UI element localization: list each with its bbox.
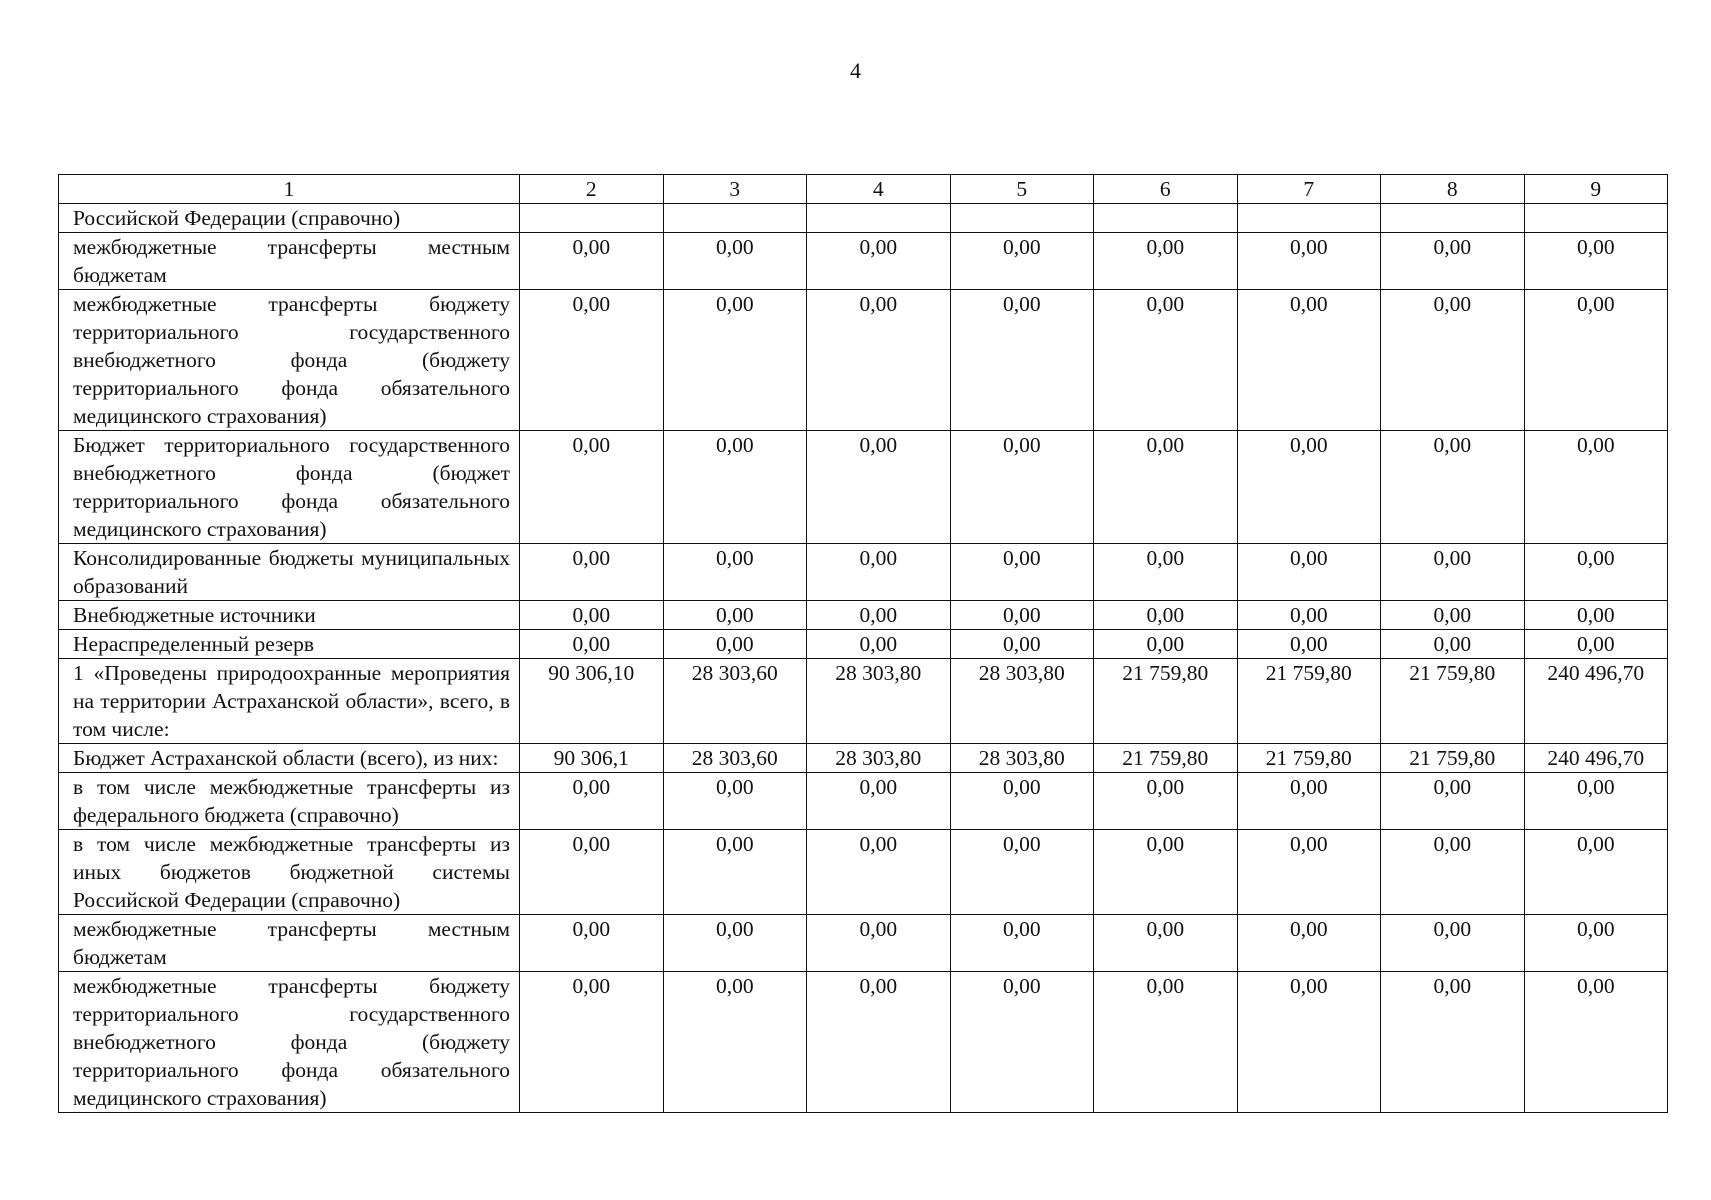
value-cell-col-3: 0,00 xyxy=(663,290,807,431)
value-cell-col-4: 0,00 xyxy=(807,773,951,830)
value-cell-col-3: 0,00 xyxy=(663,830,807,915)
value-cell-col-4: 0,00 xyxy=(807,830,951,915)
row-label: Бюджет Астраханской области (всего), из них: xyxy=(59,744,520,773)
value-cell-col-9: 0,00 xyxy=(1524,915,1668,972)
value-cell-col-3: 28 303,60 xyxy=(663,659,807,744)
value-cell-col-6: 0,00 xyxy=(1094,601,1238,630)
value-cell-col-6: 0,00 xyxy=(1094,544,1238,601)
value-cell-col-8: 0,00 xyxy=(1381,830,1525,915)
row-label: Нераспределенный резерв xyxy=(59,630,520,659)
value-cell-col-3: 0,00 xyxy=(663,544,807,601)
value-cell-col-5: 0,00 xyxy=(950,830,1094,915)
value-cell-col-9: 0,00 xyxy=(1524,773,1668,830)
row-label: межбюджетные трансферты местным бюджетам xyxy=(59,233,520,290)
value-cell-col-5: 0,00 xyxy=(950,773,1094,830)
value-cell-col-2: 0,00 xyxy=(520,915,664,972)
header-cell-col-9: 9 xyxy=(1524,175,1668,204)
table-header xyxy=(59,175,1668,204)
value-cell-col-3: 0,00 xyxy=(663,233,807,290)
value-cell-col-2: 0,00 xyxy=(520,233,664,290)
value-cell-col-2: 0,00 xyxy=(520,972,664,1113)
value-cell-col-3: 0,00 xyxy=(663,915,807,972)
value-cell-col-5: 0,00 xyxy=(950,972,1094,1113)
value-cell-col-6: 0,00 xyxy=(1094,830,1238,915)
value-cell-col-9: 0,00 xyxy=(1524,830,1668,915)
value-cell-col-4: 0,00 xyxy=(807,601,951,630)
value-cell-col-6: 0,00 xyxy=(1094,290,1238,431)
value-cell-col-5: 0,00 xyxy=(950,233,1094,290)
value-cell-col-5: 0,00 xyxy=(950,431,1094,544)
value-cell-col-9: 240 496,70 xyxy=(1524,659,1668,744)
value-cell-col-9: 0,00 xyxy=(1524,233,1668,290)
value-cell-col-5: 0,00 xyxy=(950,601,1094,630)
value-cell-col-4: 0,00 xyxy=(807,630,951,659)
value-cell-col-5 xyxy=(950,204,1094,233)
value-cell-col-7: 0,00 xyxy=(1237,431,1381,544)
row-label: в том числе межбюджетные трансферты из федерального бюджета (справочно) xyxy=(59,773,520,830)
value-cell-col-5: 0,00 xyxy=(950,544,1094,601)
value-cell-col-6: 0,00 xyxy=(1094,630,1238,659)
value-cell-col-2: 0,00 xyxy=(520,544,664,601)
header-row xyxy=(59,175,1668,204)
value-cell-col-7 xyxy=(1237,204,1381,233)
row-label: в том числе межбюджетные трансферты из иных бюджетов бюджетной системы Российской Федерации (справочно) xyxy=(59,830,520,915)
value-cell-col-4 xyxy=(807,204,951,233)
table-row xyxy=(59,544,1668,601)
table-row xyxy=(59,830,1668,915)
value-cell-col-8: 0,00 xyxy=(1381,544,1525,601)
row-label: 1 «Проведены природоохранные мероприятия на территории Астраханской области», всего, в том числе: xyxy=(59,659,520,744)
table-row xyxy=(59,773,1668,830)
header-cell-col-5: 5 xyxy=(950,175,1094,204)
value-cell-col-7: 0,00 xyxy=(1237,233,1381,290)
row-label: Российской Федерации (справочно) xyxy=(59,204,520,233)
page-number: 4 xyxy=(850,58,861,83)
value-cell-col-4: 0,00 xyxy=(807,290,951,431)
value-cell-col-6: 21 759,80 xyxy=(1094,744,1238,773)
value-cell-col-2: 0,00 xyxy=(520,773,664,830)
value-cell-col-9: 0,00 xyxy=(1524,431,1668,544)
row-label: межбюджетные трансферты бюджету территориального государственного внебюджетного фонда (бюджету территориального фонда обязательного медицинского страхования) xyxy=(59,290,520,431)
value-cell-col-7: 21 759,80 xyxy=(1237,659,1381,744)
value-cell-col-3: 28 303,60 xyxy=(663,744,807,773)
value-cell-col-9: 0,00 xyxy=(1524,630,1668,659)
table-row xyxy=(59,972,1668,1113)
header-cell-col-2: 2 xyxy=(520,175,664,204)
value-cell-col-4: 0,00 xyxy=(807,233,951,290)
value-cell-col-8: 0,00 xyxy=(1381,630,1525,659)
value-cell-col-7: 0,00 xyxy=(1237,773,1381,830)
value-cell-col-6: 0,00 xyxy=(1094,972,1238,1113)
row-label: Бюджет территориального государственного внебюджетного фонда (бюджет территориального фонда обязательного медицинского страхования) xyxy=(59,431,520,544)
value-cell-col-9: 0,00 xyxy=(1524,972,1668,1113)
value-cell-col-9: 0,00 xyxy=(1524,544,1668,601)
header-cell-col-3: 3 xyxy=(663,175,807,204)
value-cell-col-6: 0,00 xyxy=(1094,773,1238,830)
value-cell-col-9 xyxy=(1524,204,1668,233)
value-cell-col-5: 0,00 xyxy=(950,915,1094,972)
value-cell-col-9: 240 496,70 xyxy=(1524,744,1668,773)
value-cell-col-6: 0,00 xyxy=(1094,431,1238,544)
row-label: межбюджетные трансферты местным бюджетам xyxy=(59,915,520,972)
row-label: Внебюджетные источники xyxy=(59,601,520,630)
table-row xyxy=(59,744,1668,773)
value-cell-col-4: 0,00 xyxy=(807,915,951,972)
value-cell-col-3: 0,00 xyxy=(663,431,807,544)
header-cell-col-6: 6 xyxy=(1094,175,1238,204)
value-cell-col-2: 0,00 xyxy=(520,830,664,915)
value-cell-col-4: 0,00 xyxy=(807,544,951,601)
value-cell-col-7: 0,00 xyxy=(1237,544,1381,601)
value-cell-col-7: 0,00 xyxy=(1237,601,1381,630)
value-cell-col-8: 0,00 xyxy=(1381,915,1525,972)
value-cell-col-8: 21 759,80 xyxy=(1381,744,1525,773)
table-body xyxy=(59,204,1668,1113)
value-cell-col-2: 0,00 xyxy=(520,431,664,544)
value-cell-col-3: 0,00 xyxy=(663,773,807,830)
value-cell-col-7: 0,00 xyxy=(1237,830,1381,915)
value-cell-col-8: 0,00 xyxy=(1381,972,1525,1113)
value-cell-col-4: 0,00 xyxy=(807,972,951,1113)
value-cell-col-3: 0,00 xyxy=(663,601,807,630)
value-cell-col-7: 0,00 xyxy=(1237,972,1381,1113)
value-cell-col-8: 0,00 xyxy=(1381,290,1525,431)
value-cell-col-7: 0,00 xyxy=(1237,630,1381,659)
table-row xyxy=(59,601,1668,630)
value-cell-col-8: 0,00 xyxy=(1381,431,1525,544)
value-cell-col-4: 28 303,80 xyxy=(807,659,951,744)
value-cell-col-8: 0,00 xyxy=(1381,773,1525,830)
value-cell-col-2: 90 306,10 xyxy=(520,659,664,744)
value-cell-col-2: 90 306,1 xyxy=(520,744,664,773)
header-cell-col-1: 1 xyxy=(59,175,520,204)
value-cell-col-2: 0,00 xyxy=(520,630,664,659)
value-cell-col-2 xyxy=(520,204,664,233)
value-cell-col-5: 28 303,80 xyxy=(950,744,1094,773)
table-row xyxy=(59,233,1668,290)
header-cell-col-8: 8 xyxy=(1381,175,1525,204)
value-cell-col-8: 0,00 xyxy=(1381,601,1525,630)
value-cell-col-7: 0,00 xyxy=(1237,915,1381,972)
value-cell-col-2: 0,00 xyxy=(520,290,664,431)
table-row xyxy=(59,431,1668,544)
value-cell-col-6: 0,00 xyxy=(1094,915,1238,972)
header-cell-col-4: 4 xyxy=(807,175,951,204)
table-row xyxy=(59,630,1668,659)
value-cell-col-8: 0,00 xyxy=(1381,233,1525,290)
row-label: межбюджетные трансферты бюджету территориального государственного внебюджетного фонда (бюджету территориального фонда обязательного медицинского страхования) xyxy=(59,972,520,1113)
value-cell-col-8: 21 759,80 xyxy=(1381,659,1525,744)
value-cell-col-9: 0,00 xyxy=(1524,601,1668,630)
table-row xyxy=(59,915,1668,972)
value-cell-col-3: 0,00 xyxy=(663,972,807,1113)
header-cell-col-7: 7 xyxy=(1237,175,1381,204)
value-cell-col-8 xyxy=(1381,204,1525,233)
value-cell-col-6 xyxy=(1094,204,1238,233)
table-row xyxy=(59,659,1668,744)
value-cell-col-4: 0,00 xyxy=(807,431,951,544)
value-cell-col-5: 28 303,80 xyxy=(950,659,1094,744)
value-cell-col-3 xyxy=(663,204,807,233)
budget-table xyxy=(58,174,1668,1113)
value-cell-col-3: 0,00 xyxy=(663,630,807,659)
value-cell-col-5: 0,00 xyxy=(950,630,1094,659)
value-cell-col-2: 0,00 xyxy=(520,601,664,630)
value-cell-col-9: 0,00 xyxy=(1524,290,1668,431)
value-cell-col-5: 0,00 xyxy=(950,290,1094,431)
table-row xyxy=(59,204,1668,233)
value-cell-col-7: 21 759,80 xyxy=(1237,744,1381,773)
row-label: Консолидированные бюджеты муниципальных образований xyxy=(59,544,520,601)
value-cell-col-7: 0,00 xyxy=(1237,290,1381,431)
value-cell-col-4: 28 303,80 xyxy=(807,744,951,773)
value-cell-col-6: 0,00 xyxy=(1094,233,1238,290)
value-cell-col-6: 21 759,80 xyxy=(1094,659,1238,744)
table-row xyxy=(59,290,1668,431)
